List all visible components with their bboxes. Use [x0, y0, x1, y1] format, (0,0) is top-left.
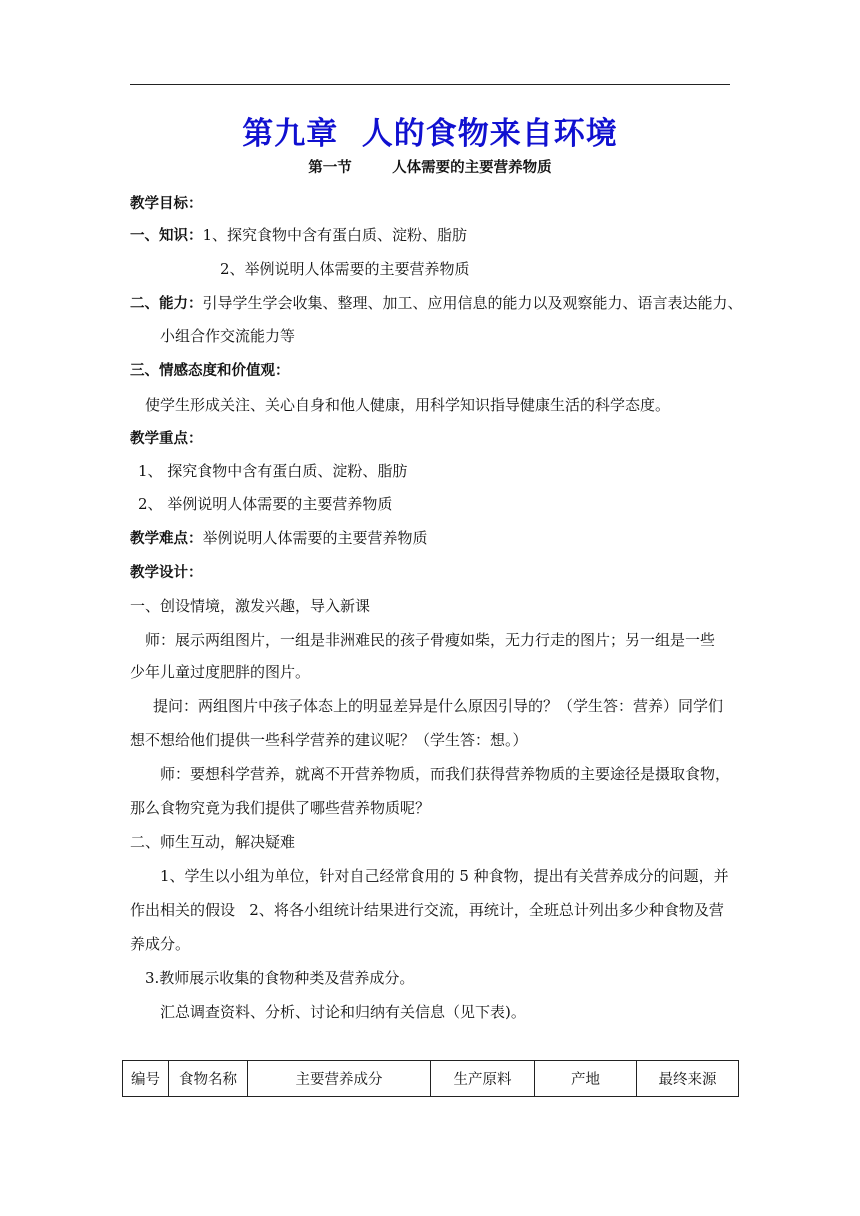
doc-line: 一、知识：1、探究食物中含有蛋白质、淀粉、脂肪	[130, 226, 468, 244]
doc-line: 一、创设情境，激发兴趣，导入新课	[130, 597, 371, 615]
table-header-cell: 产地	[535, 1061, 637, 1097]
header-rule	[130, 84, 730, 85]
doc-line: 二、师生互动，解决疑难	[130, 833, 296, 851]
table-header-cell: 主要营养成分	[248, 1061, 431, 1097]
table-header-cell: 生产原料	[431, 1061, 535, 1097]
doc-line: 使学生形成关注、关心自身和他人健康，用科学知识指导健康生活的科学态度。	[145, 396, 671, 414]
section-subtitle: 第一节 人体需要的主要营养物质	[308, 160, 552, 176]
doc-line: 二、能力：引导学生学会收集、整理、加工、应用信息的能力以及观察能力、语言表达能力、	[130, 294, 743, 312]
table-header-cell: 食物名称	[169, 1061, 248, 1097]
doc-line: 教学设计：	[130, 565, 203, 581]
chapter-title: 第九章 人的食物来自环境	[242, 116, 618, 152]
doc-line: 小组合作交流能力等	[160, 327, 296, 345]
doc-line: 1、学生以小组为单位，针对自己经常食用的 5 种食物，提出有关营养成分的问题，并	[160, 867, 729, 885]
doc-line: 那么食物究竟为我们提供了哪些营养物质呢？	[130, 799, 431, 817]
doc-line: 2、举例说明人体需要的主要营养物质	[220, 260, 470, 278]
doc-line: 汇总调查资料、分析、讨论和归纳有关信息（见下表)。	[160, 1003, 526, 1021]
doc-line: 1、 探究食物中含有蛋白质、淀粉、脂肪	[138, 462, 408, 480]
doc-line: 想不想给他们提供一些科学营养的建议呢？（学生答：想。）	[130, 731, 528, 749]
doc-line: 少年儿童过度肥胖的图片。	[130, 663, 311, 681]
doc-line: 师：要想科学营养，就离不开营养物质，而我们获得营养物质的主要途径是摄取食物，	[160, 765, 731, 783]
doc-line: 养成分。	[130, 935, 191, 953]
doc-line: 教学难点：举例说明人体需要的主要营养物质	[130, 529, 428, 547]
table-header-cell: 最终来源	[637, 1061, 739, 1097]
doc-line: 作出相关的假设 2、将各小组统计结果进行交流，再统计，全班总计列出多少种食物及营	[130, 901, 724, 919]
doc-line: 2、 举例说明人体需要的主要营养物质	[138, 495, 393, 513]
table-header-cell: 编号	[123, 1061, 169, 1097]
doc-line: 三、情感态度和价值观：	[130, 363, 290, 379]
table-header-row	[123, 1061, 739, 1097]
doc-line: 师：展示两组图片，一组是非洲难民的孩子骨瘦如柴，无力行走的图片；另一组是一些	[145, 631, 716, 649]
food-table	[122, 1060, 739, 1097]
doc-line: 教学重点：	[130, 431, 203, 447]
doc-line: 提问：两组图片中孩子体态上的明显差异是什么原因引导的？（学生答：营养）同学们	[153, 697, 724, 715]
doc-line: 教学目标：	[130, 196, 203, 212]
doc-line: 3.教师展示收集的食物种类及营养成分。	[145, 969, 415, 987]
